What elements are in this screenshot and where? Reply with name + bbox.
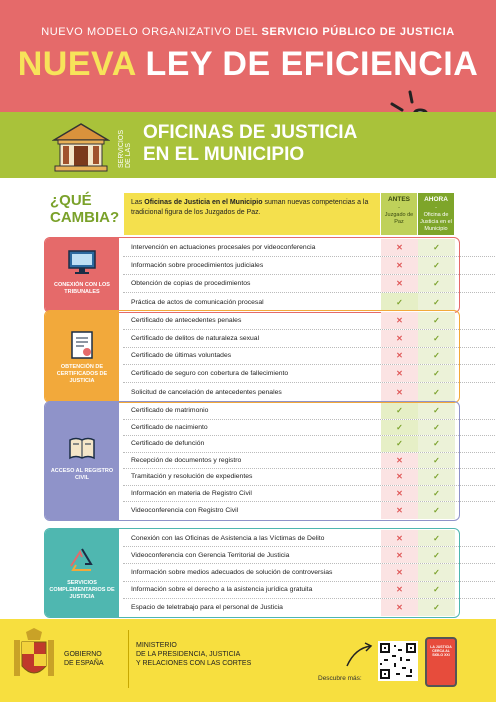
band-title: [143, 122, 357, 166]
ahora-mark: ✓: [433, 488, 440, 498]
antes-mark: ✕: [396, 387, 403, 397]
section-1: [44, 237, 460, 313]
row-text: Recepción de documentos y registro: [131, 456, 242, 464]
footer-divider: [128, 630, 129, 688]
antes-mark: ✕: [396, 550, 403, 560]
ahora-check-icon: [418, 330, 455, 347]
ahora-check-icon: [418, 436, 455, 452]
antes-mark: ✕: [396, 585, 403, 595]
column-header-antes: [381, 193, 417, 235]
table-row: [123, 403, 496, 420]
table-row: [123, 502, 496, 519]
ahora-check-icon: [418, 582, 455, 598]
header-subtitle: [0, 26, 496, 38]
row-text: Intervención en actuaciones procesales por videoconferencia: [131, 244, 316, 251]
row-text: Información sobre medios adecuados de solución de controversias: [131, 568, 333, 576]
antes-cross-icon: [381, 486, 418, 502]
section-4: [44, 528, 460, 618]
ahora-mark: ✓: [433, 422, 440, 432]
section-label-panel: [45, 311, 119, 402]
certificate-icon: [67, 330, 97, 360]
antes-dash: -: [398, 205, 400, 211]
antes-mark: ✕: [396, 279, 403, 288]
gobierno-text: [64, 650, 104, 668]
section-label-panel: [45, 238, 119, 312]
ahora-check-icon: [418, 420, 455, 436]
ahora-check-icon: [418, 599, 455, 616]
table-row: [123, 348, 496, 366]
table-row: [123, 469, 496, 486]
antes-cross-icon: [381, 502, 418, 519]
descubre-mas: Descubre más:: [318, 675, 362, 682]
antes-mark: ✕: [396, 333, 403, 343]
ahora-mark: ✓: [433, 567, 440, 577]
register-book-icon: [67, 434, 97, 464]
antes-cross-icon: [381, 599, 418, 616]
antes-mark: ✕: [396, 602, 403, 612]
section-3: [44, 401, 460, 521]
section-rows: [123, 530, 496, 616]
min-line2: DE LA PRESIDENCIA, JUSTICIA: [136, 651, 241, 658]
antes-check-icon: [381, 420, 418, 436]
ahora-check-icon: [418, 486, 455, 502]
row-text: Información en materia de Registro Civil: [131, 489, 252, 497]
antes-cross-icon: [381, 312, 418, 329]
antes-mark: ✕: [396, 261, 403, 270]
ahora-mark: ✓: [433, 387, 440, 397]
section-2: [44, 310, 460, 403]
row-text: Certificado de nacimiento: [131, 423, 208, 431]
row-text: Certificado de matrimonio: [131, 407, 209, 415]
table-row: [123, 365, 496, 383]
antes-label: ANTES: [387, 196, 411, 203]
row-text: Información sobre procedimientos judiciales: [131, 262, 264, 269]
row-text: Certificado de delitos de naturaleza sexual: [131, 334, 260, 342]
section-rows: [123, 403, 496, 519]
min-line3: Y RELACIONES CON LAS CORTES: [136, 660, 252, 667]
ahora-mark: ✓: [433, 351, 440, 361]
band-servicios: SERVICIOS DE LAS: [118, 130, 132, 168]
ahora-check-icon: [418, 239, 455, 256]
table-row: [123, 530, 496, 547]
ahora-mark: ✓: [433, 505, 440, 515]
ahora-check-icon: [418, 453, 455, 469]
antes-sub: Juzgado de Paz: [384, 212, 414, 225]
que-cambia-heading: [50, 192, 119, 226]
que-line1: ¿QUÉ: [50, 192, 92, 209]
table-row: [123, 275, 496, 293]
antes-mark: ✓: [396, 422, 403, 432]
gov-line1: GOBIERNO: [64, 651, 102, 658]
phone-text: LA JUSTICIA CERCA AL SIGLO XXI: [430, 645, 452, 657]
section-rows: [123, 312, 496, 401]
row-text: Certificado de últimas voluntades: [131, 352, 232, 360]
qr-code-icon[interactable]: [378, 641, 418, 681]
row-text: Conexión con las Oficinas de Asistencia a las Víctimas de Delito: [131, 534, 325, 542]
ahora-check-icon: [418, 275, 455, 292]
table-row: [123, 453, 496, 470]
band-title-line1: OFICINAS DE JUSTICIA: [143, 122, 358, 143]
table-row: [123, 293, 496, 311]
antes-cross-icon: [381, 547, 418, 563]
ahora-mark: ✓: [433, 243, 440, 252]
ahora-mark: ✓: [433, 439, 440, 449]
intro-a: Las: [131, 199, 143, 206]
row-text: Videoconferencia con Gerencia Territorial de Justicia: [131, 551, 290, 559]
antes-mark: ✕: [396, 533, 403, 543]
coat-of-arms-icon: [10, 628, 58, 688]
ahora-label: AHORA: [424, 196, 448, 203]
antes-mark: ✕: [396, 488, 403, 498]
row-text: Espacio de teletrabajo para el personal de Justicia: [131, 603, 283, 611]
courthouse-icon: [52, 122, 110, 172]
antes-check-icon: [381, 293, 418, 311]
row-text: Información sobre el derecho a la asistencia jurídica gratuita: [131, 586, 313, 594]
header-title: [0, 45, 496, 84]
row-text: Certificado de antecedentes penales: [131, 316, 242, 324]
antes-cross-icon: [381, 365, 418, 382]
band-title-line2: EN EL MUNICIPIO: [143, 144, 305, 165]
ahora-sub: Oficina de Justicia en el Municipio: [420, 212, 452, 232]
antes-cross-icon: [381, 582, 418, 598]
row-text: Solicitud de cancelación de antecedentes penales: [131, 388, 282, 396]
section-label: CONEXIÓN CON LOS TRIBUNALES: [54, 282, 110, 295]
ahora-dash: -: [435, 205, 437, 211]
section-label: ACCESO AL REGISTRO CIVIL: [50, 467, 114, 481]
table-row: [123, 257, 496, 275]
antes-mark: ✕: [396, 315, 403, 325]
recycle-arrows-icon: [67, 546, 97, 576]
row-text: Tramitación y resolución de expedientes: [131, 473, 253, 481]
ahora-mark: ✓: [433, 297, 440, 307]
phone-mockup[interactable]: [425, 637, 457, 687]
antes-cross-icon: [381, 530, 418, 546]
antes-mark: ✓: [396, 406, 403, 416]
table-row: [123, 564, 496, 581]
antes-cross-icon: [381, 257, 418, 274]
row-text: Certificado de defunción: [131, 440, 205, 448]
section-label: OBTENCIÓN DE CERTIFICADOS DE JUSTICIA: [56, 363, 108, 384]
row-text: Práctica de actos de comunicación procesal: [131, 298, 264, 306]
antes-cross-icon: [381, 453, 418, 469]
section-rows: [123, 239, 496, 311]
ahora-mark: ✓: [433, 585, 440, 595]
min-line1: MINISTERIO: [136, 642, 177, 649]
ahora-check-icon: [418, 312, 455, 329]
ahora-check-icon: [418, 403, 455, 419]
section-label-panel: [45, 529, 119, 617]
title-nueva: NUEVA: [17, 45, 136, 83]
title-ley: LEY DE EFICIENCIA: [145, 45, 479, 83]
ahora-check-icon: [418, 383, 455, 401]
antes-cross-icon: [381, 239, 418, 256]
section-label: SERVICIOS COMPLEMENTARIOS DE JUSTICIA: [49, 580, 115, 600]
row-text: Obtención de copias de procedimientos: [131, 280, 251, 287]
table-row: [123, 330, 496, 348]
antes-cross-icon: [381, 469, 418, 485]
table-row: [123, 486, 496, 503]
ahora-check-icon: [418, 348, 455, 365]
antes-mark: ✕: [396, 351, 403, 361]
antes-cross-icon: [381, 275, 418, 292]
ahora-mark: ✓: [433, 333, 440, 343]
ahora-mark: ✓: [433, 261, 440, 270]
antes-mark: ✓: [396, 439, 403, 449]
table-row: [123, 436, 496, 453]
subtitle-plain: NUEVO MODELO ORGANIZATIVO DEL: [41, 26, 258, 38]
ahora-mark: ✓: [433, 369, 440, 379]
table-row: [123, 582, 496, 599]
ahora-mark: ✓: [433, 550, 440, 560]
antes-mark: ✓: [396, 297, 403, 307]
antes-cross-icon: [381, 330, 418, 347]
antes-mark: ✕: [396, 243, 403, 252]
antes-mark: ✕: [396, 472, 403, 482]
ahora-check-icon: [418, 469, 455, 485]
ahora-mark: ✓: [433, 533, 440, 543]
antes-cross-icon: [381, 564, 418, 580]
ahora-check-icon: [418, 365, 455, 382]
antes-check-icon: [381, 403, 418, 419]
ahora-check-icon: [418, 257, 455, 274]
antes-mark: ✕: [396, 505, 403, 515]
section-label-panel: [45, 402, 119, 520]
ahora-mark: ✓: [433, 472, 440, 482]
table-row: [123, 383, 496, 401]
que-line2: CAMBIA?: [50, 209, 120, 226]
antes-check-icon: [381, 436, 418, 452]
antes-cross-icon: [381, 383, 418, 401]
ahora-mark: ✓: [433, 406, 440, 416]
intro-bold: Oficinas de Justicia en el Municipio: [144, 199, 263, 206]
ahora-check-icon: [418, 502, 455, 519]
intro-box: [124, 193, 380, 235]
table-row: [123, 420, 496, 437]
ahora-mark: ✓: [433, 315, 440, 325]
antes-mark: ✕: [396, 567, 403, 577]
arrow-icon: [345, 640, 375, 670]
antes-mark: ✕: [396, 455, 403, 465]
table-row: [123, 599, 496, 616]
table-row: [123, 239, 496, 257]
table-row: [123, 312, 496, 330]
ahora-mark: ✓: [433, 279, 440, 288]
ahora-check-icon: [418, 547, 455, 563]
row-text: Certificado de seguro con cobertura de fallecimiento: [131, 370, 289, 378]
ahora-mark: ✓: [433, 455, 440, 465]
ahora-check-icon: [418, 530, 455, 546]
row-text: Videoconferencia con Registro Civil: [131, 506, 239, 514]
ahora-check-icon: [418, 293, 455, 311]
antes-mark: ✕: [396, 369, 403, 379]
ministerio-text: [136, 641, 251, 668]
ahora-check-icon: [418, 564, 455, 580]
table-row: [123, 547, 496, 564]
column-header-ahora: [418, 193, 454, 235]
ahora-mark: ✓: [433, 602, 440, 612]
monitor-icon: [67, 248, 97, 278]
subtitle-bold: SERVICIO PÚBLICO DE JUSTICIA: [261, 26, 455, 38]
gov-line2: DE ESPAÑA: [64, 660, 104, 667]
antes-cross-icon: [381, 348, 418, 365]
intro-b: suman nuevas competencias a la tradicional figura de los Juzgados de Paz.: [131, 199, 369, 216]
